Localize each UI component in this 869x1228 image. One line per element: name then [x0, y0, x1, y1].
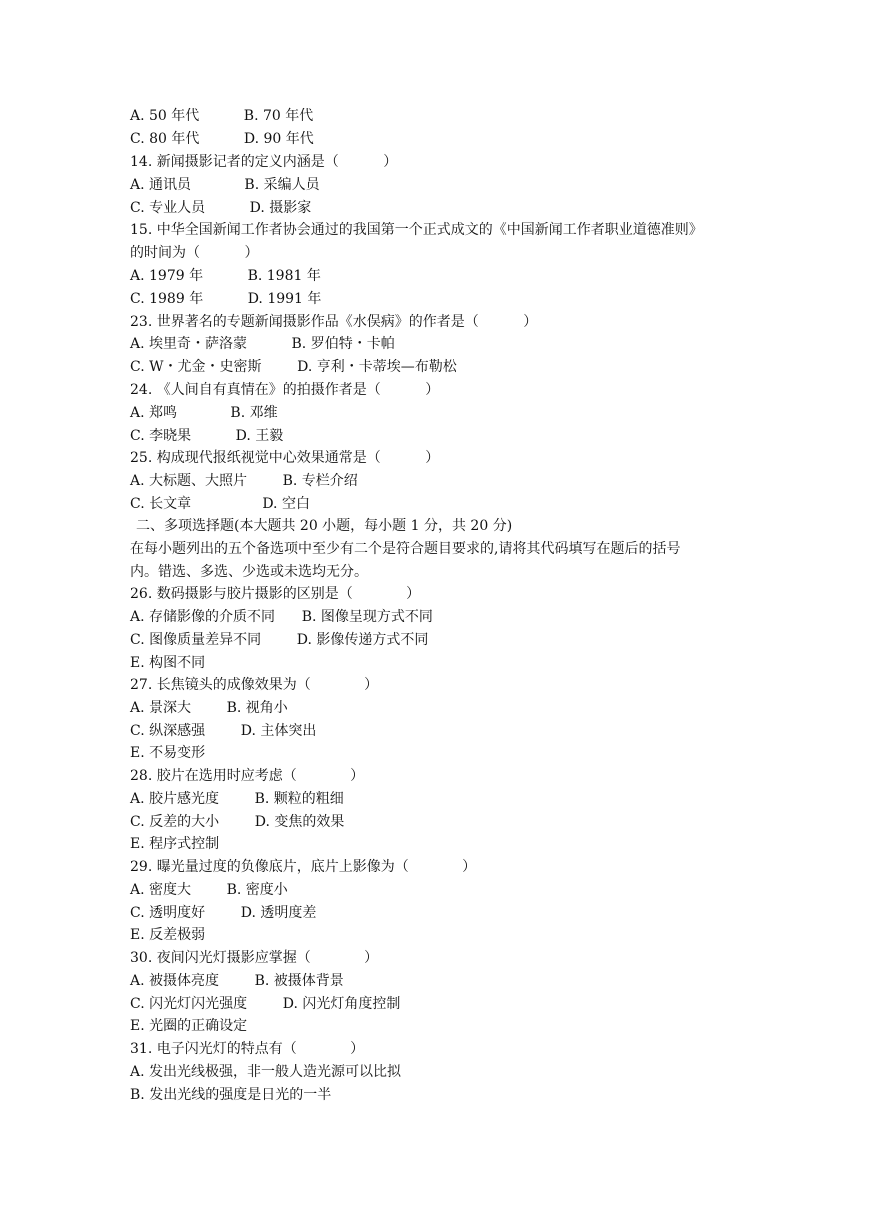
- q28-option-e: E. 程序式控制: [130, 836, 220, 852]
- question-29: 29. 曝光量过度的负像底片，底片上影像为（ ）: [130, 859, 477, 875]
- question-24: 24. 《人间自有真情在》的拍摄作者是（ ）: [130, 382, 440, 398]
- section-instructions: 在每小题列出的五个备选项中至少有二个是符合题目要求的,请将其代码填写在题后的括号: [130, 541, 681, 557]
- q14-options-cd: C. 专业人员 D. 摄影家: [130, 200, 312, 216]
- q13-options-ab: A. 50 年代 B. 70 年代: [130, 108, 314, 124]
- question-27: 27. 长焦镜头的成像效果为（ ）: [130, 677, 379, 693]
- q24-options-cd: C. 李晓果 D. 王毅: [130, 428, 284, 444]
- q13-options-cd: C. 80 年代 D. 90 年代: [130, 131, 314, 147]
- question-30: 30. 夜间闪光灯摄影应掌握（ ）: [130, 950, 379, 966]
- question-26: 26. 数码摄影与胶片摄影的区别是（ ）: [130, 586, 421, 602]
- q30-options-ab: A. 被摄体亮度 B. 被摄体背景: [130, 973, 344, 989]
- section-heading-multiple-choice: 二、多项选择题(本大题共 20 小题，每小题 1 分，共 20 分): [136, 518, 513, 534]
- q23-options-ab: A. 埃里奇・萨洛蒙 B. 罗伯特・卡帕: [130, 336, 395, 352]
- q15-options-cd: C. 1989 年 D. 1991 年: [130, 291, 322, 307]
- question-25: 25. 构成现代报纸视觉中心效果通常是（ ）: [130, 450, 440, 466]
- q27-options-cd: C. 纵深感强 D. 主体突出: [130, 723, 317, 739]
- q29-options-ab: A. 密度大 B. 密度小: [130, 882, 288, 898]
- q28-options-cd: C. 反差的大小 D. 变焦的效果: [130, 814, 345, 830]
- q29-option-e: E. 反差极弱: [130, 927, 206, 943]
- q26-options-ab: A. 存储影像的介质不同 B. 图像呈现方式不同: [130, 609, 433, 625]
- q25-options-ab: A. 大标题、大照片 B. 专栏介绍: [130, 473, 358, 489]
- q30-options-cd: C. 闪光灯闪光强度 D. 闪光灯角度控制: [130, 996, 401, 1012]
- q31-option-a: A. 发出光线极强，非一般人造光源可以比拟: [130, 1064, 402, 1080]
- question-15-cont: 的时间为（ ）: [130, 245, 259, 261]
- q26-option-e: E. 构图不同: [130, 655, 206, 671]
- q27-options-ab: A. 景深大 B. 视角小: [130, 700, 288, 716]
- q30-option-e: E. 光圈的正确设定: [130, 1018, 248, 1034]
- question-15: 15. 中华全国新闻工作者协会通过的我国第一个正式成文的《中国新闻工作者职业道德准则》: [130, 222, 703, 238]
- q27-option-e: E. 不易变形: [130, 745, 206, 761]
- question-28: 28. 胶片在选用时应考虑（ ）: [130, 768, 365, 784]
- q26-options-cd: C. 图像质量差异不同 D. 影像传递方式不同: [130, 632, 429, 648]
- q31-option-b: B. 发出光线的强度是日光的一半: [130, 1087, 332, 1103]
- question-23: 23. 世界著名的专题新闻摄影作品《水俣病》的作者是（ ）: [130, 314, 538, 330]
- q24-options-ab: A. 郑鸣 B. 邓维: [130, 405, 278, 421]
- q14-options-ab: A. 通讯员 B. 采编人员: [130, 177, 320, 193]
- q29-options-cd: C. 透明度好 D. 透明度差: [130, 905, 317, 921]
- section-instructions-cont: 内。错选、多选、少选或未选均无分。: [130, 564, 368, 580]
- q23-options-cd: C. W・尤金・史密斯 D. 亨利・卡蒂埃—布勒松: [130, 359, 457, 375]
- question-31: 31. 电子闪光灯的特点有（ ）: [130, 1041, 365, 1057]
- q15-options-ab: A. 1979 年 B. 1981 年: [130, 268, 321, 284]
- question-14: 14. 新闻摄影记者的定义内涵是（ ）: [130, 154, 398, 170]
- q25-options-cd: C. 长文章 D. 空白: [130, 496, 310, 512]
- q28-options-ab: A. 胶片感光度 B. 颗粒的粗细: [130, 791, 344, 807]
